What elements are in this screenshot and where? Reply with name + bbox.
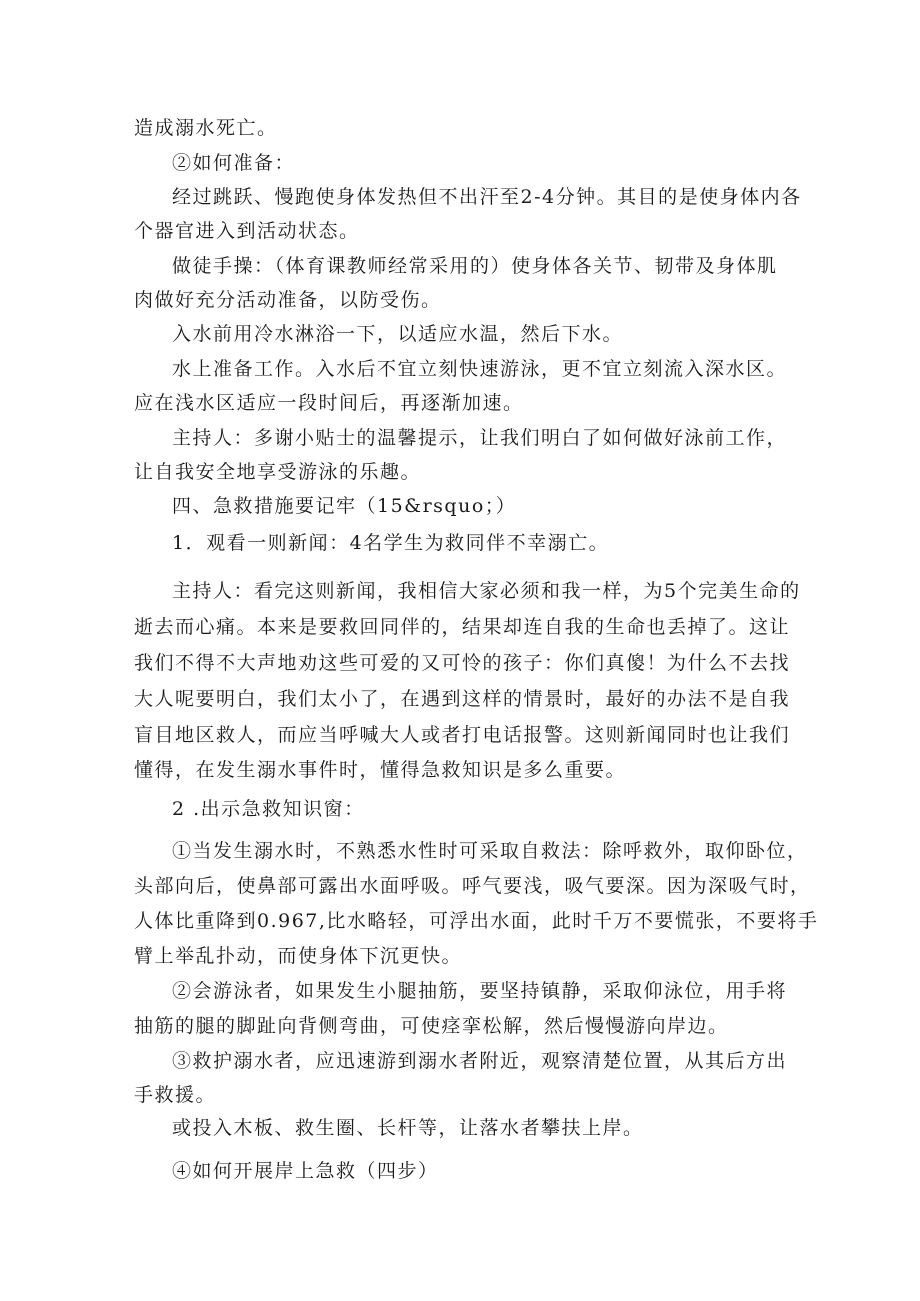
text-line: 臂上举乱扑动，而使身体下沉更快。 bbox=[134, 945, 463, 967]
text-line: 人体比重降到0.967,比水略轻，可浮出水面，此时千万不要慌张，不要将手 bbox=[134, 910, 819, 932]
text-line: 让自我安全地享受游泳的乐趣。 bbox=[134, 461, 422, 483]
text-line: ②会游泳者，如果发生小腿抽筋，要坚持镇静，采取仰泳位，用手将 bbox=[172, 980, 788, 1002]
text-line: ④如何开展岸上急救（四步） bbox=[172, 1160, 439, 1182]
text-line: ③救护溺水者，应迅速游到溺水者附近，观察清楚位置，从其后方出 bbox=[172, 1050, 788, 1072]
text-line: 主持人：多谢小贴士的温馨提示，让我们明白了如何做好泳前工作， bbox=[172, 427, 788, 449]
text-line: 做徒手操：（体育课教师经常采用的）使身体各关节、韧带及身体肌 bbox=[172, 255, 778, 277]
text-line: 我们不得不大声地劝这些可爱的又可怜的孩子：你们真傻！为什么不去找 bbox=[134, 652, 791, 674]
text-line: 经过跳跃、慢跑使身体发热但不出汗至2-4分钟。其目的是使身体内各 bbox=[172, 186, 802, 208]
text-line: 抽筋的腿的脚趾向背侧弯曲，可使痉挛松解，然后慢慢游向岸边。 bbox=[134, 1015, 729, 1037]
text-line: 懂得，在发生溺水事件时，懂得急救知识是多么重要。 bbox=[134, 759, 627, 781]
text-line: 应在浅水区适应一段时间后，再逐渐加速。 bbox=[134, 392, 524, 414]
text-line: 逝去而心痛。本来是要救回同伴的，结果却连自我的生命也丢掉了。这让 bbox=[134, 616, 791, 638]
text-line: 入水前用冷水淋浴一下，以适应水温，然后下水。 bbox=[172, 323, 624, 345]
section-heading: 四、急救措施要记牢（15&rsquo；） bbox=[172, 495, 517, 517]
text-line: 造成溺水死亡。 bbox=[134, 117, 278, 139]
text-line: ②如何准备： bbox=[172, 152, 296, 174]
text-line: ①当发生溺水时，不熟悉水性时可采取自救法：除呼救外，取仰卧位， bbox=[172, 840, 808, 862]
text-line: 1．观看一则新闻：4名学生为救同伴不幸溺亡。 bbox=[172, 532, 610, 554]
text-line: 大人呢要明白，我们太小了，在遇到这样的情景时，最好的办法不是自我 bbox=[134, 688, 791, 710]
text-line: 肉做好充分活动准备，以防受伤。 bbox=[134, 289, 442, 311]
text-line: 头部向后，使鼻部可露出水面呼吸。呼气要浅，吸气要深。因为深吸气时， bbox=[134, 875, 811, 897]
text-line: 个器官进入到活动状态。 bbox=[134, 220, 360, 242]
text-line: 盲目地区救人，而应当呼喊大人或者打电话报警。这则新闻同时也让我们 bbox=[134, 724, 791, 746]
text-line: 主持人：看完这则新闻，我相信大家必须和我一样，为5个完美生命的 bbox=[172, 580, 801, 602]
text-line: 水上准备工作。入水后不宜立刻快速游泳，更不宜立刻流入深水区。 bbox=[172, 358, 788, 380]
text-line: 手救援。 bbox=[134, 1084, 217, 1106]
text-line: 2 .出示急救知识窗： bbox=[172, 798, 365, 820]
text-line: 或投入木板、救生圈、长杆等，让落水者攀扶上岸。 bbox=[172, 1117, 644, 1139]
